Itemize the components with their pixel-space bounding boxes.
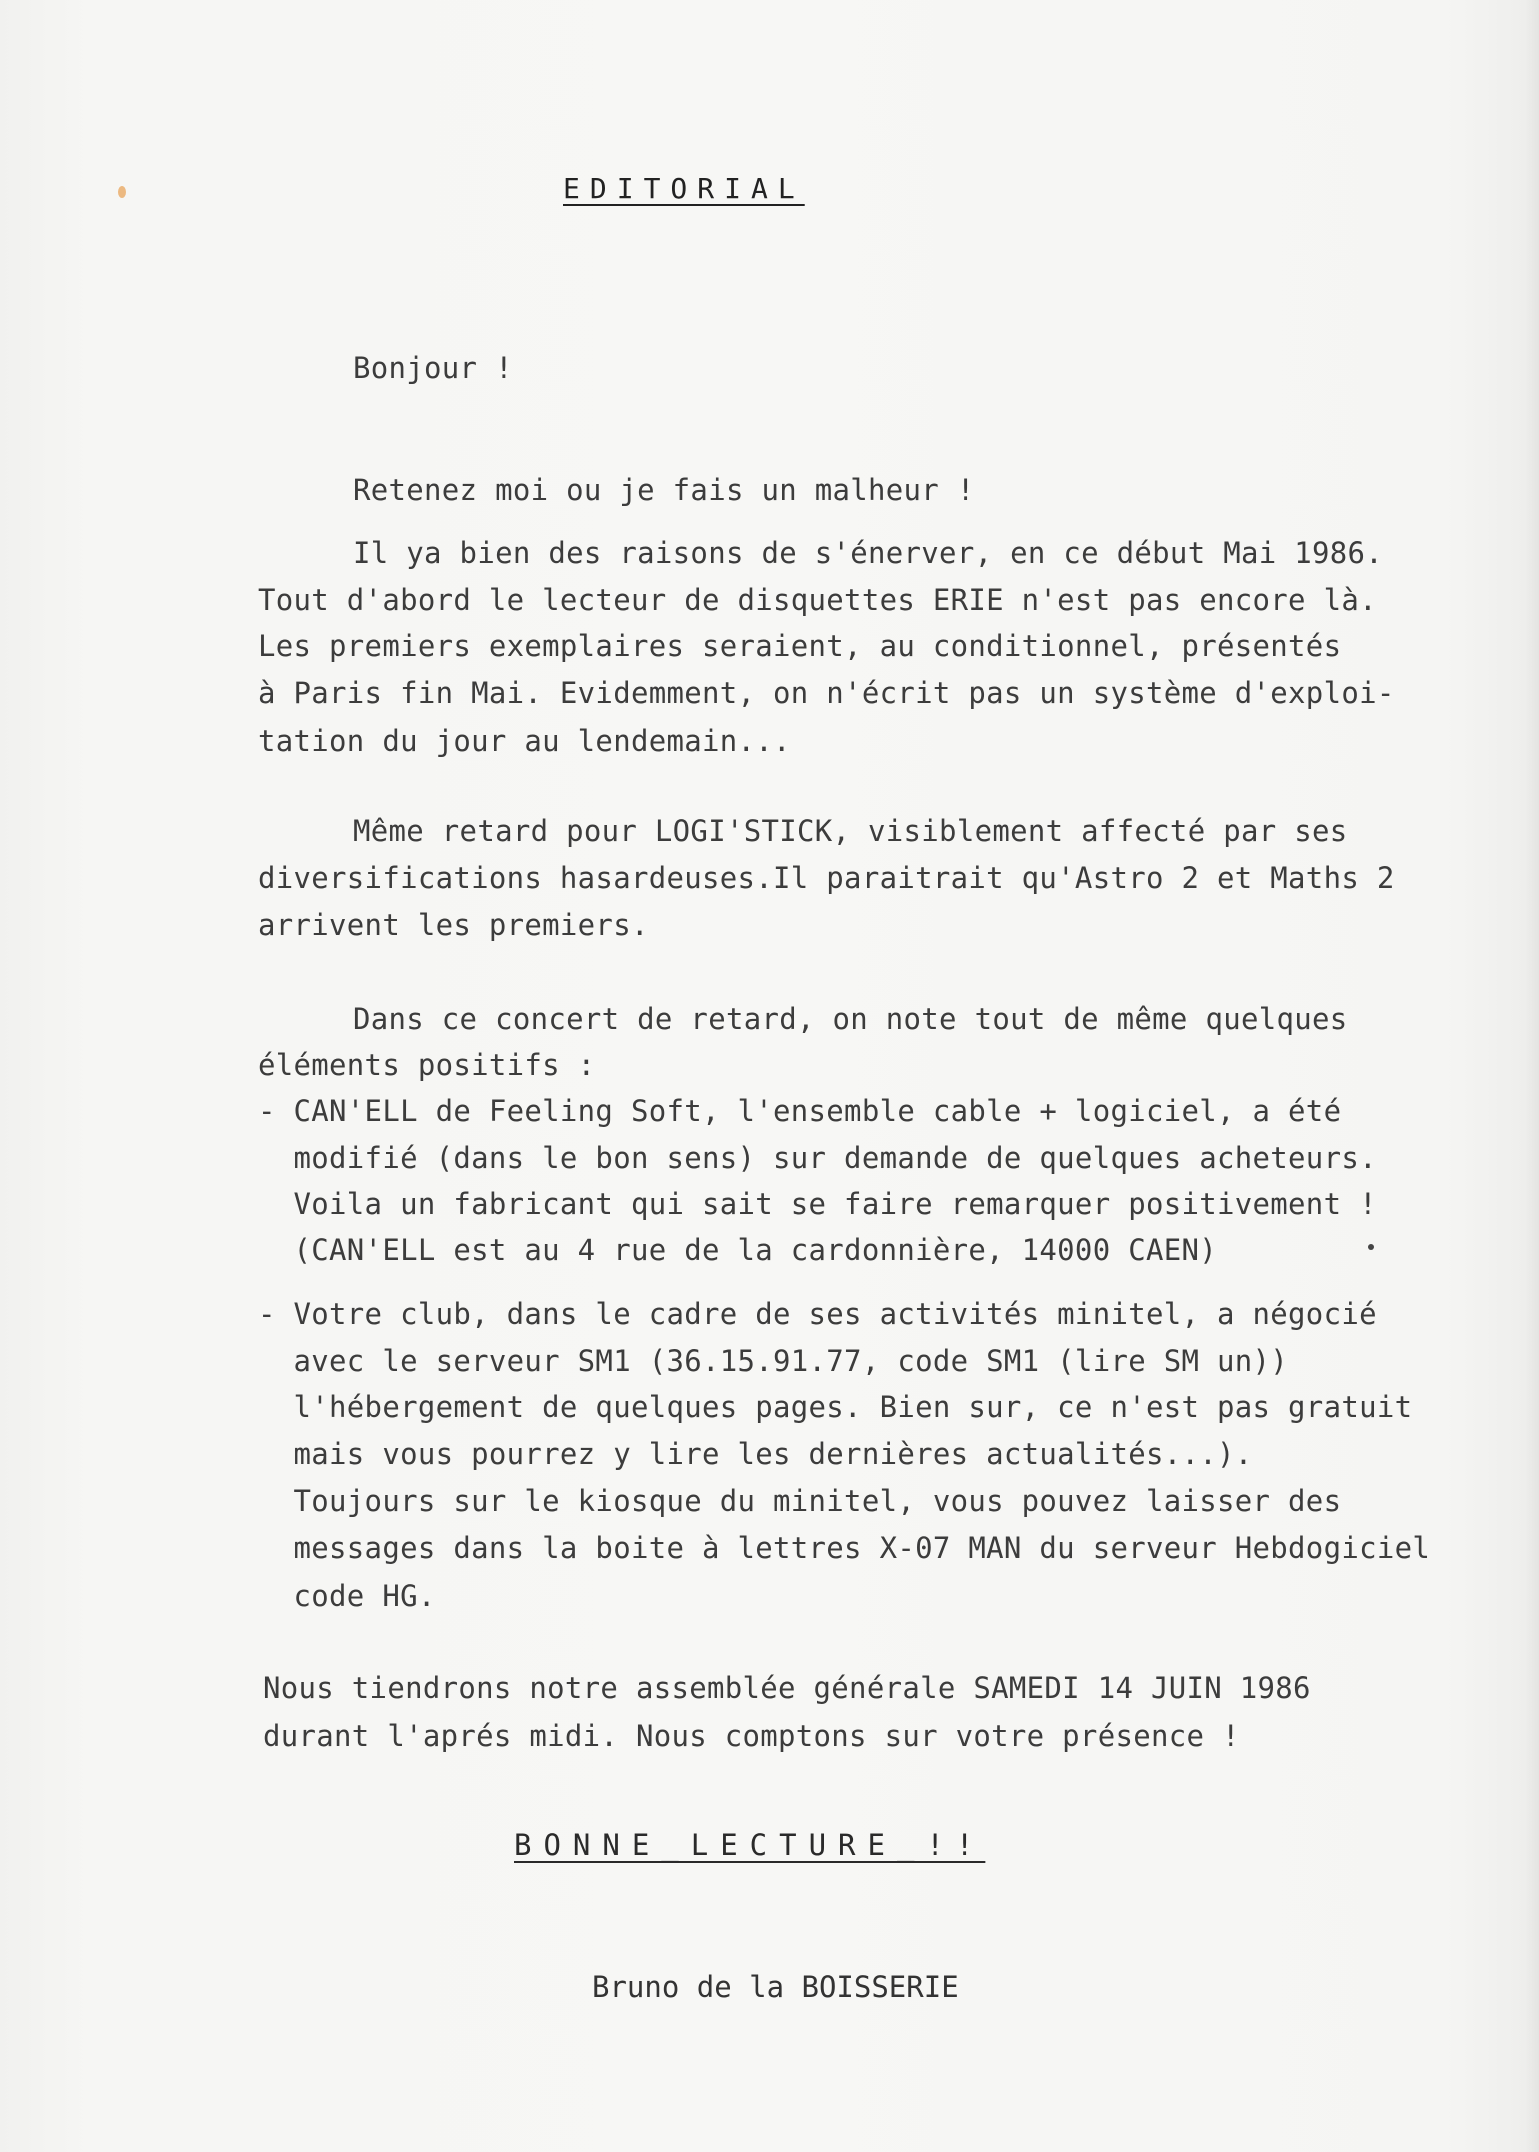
text-line: Toujours sur le kiosque du minitel, vous pouvez laisser des [258, 1484, 1342, 1518]
text-line: éléments positifs : [258, 1048, 596, 1082]
closing-line: BONNE_LECTURE_!! [514, 1828, 986, 1862]
text-line: diversifications hasardeuses.Il paraitrait qu'Astro 2 et Maths 2 [258, 861, 1395, 895]
text-line: avec le serveur SM1 (36.15.91.77, code SM1 (lire SM un)) [258, 1344, 1289, 1378]
text-line: Nous tiendrons notre assemblée générale SAMEDI 14 JUIN 1986 [263, 1671, 1311, 1705]
text-line: (CAN'ELL est au 4 rue de la cardonnière, 14000 CAEN) [258, 1233, 1218, 1267]
text-line: Les premiers exemplaires seraient, au conditionnel, présentés [258, 629, 1342, 663]
text-line: Il ya bien des raisons de s'énerver, en ce début Mai 1986. [353, 536, 1384, 570]
text-line: Même retard pour LOGI'STICK, visiblement affecté par ses [353, 814, 1348, 848]
page-edge-shadow [1525, 0, 1539, 2152]
paper-stain [118, 186, 126, 198]
editorial-title: EDITORIAL [563, 172, 805, 205]
text-line: code HG. [258, 1579, 436, 1613]
text-line: Voila un fabricant qui sait se faire remarquer positivement ! [258, 1187, 1377, 1221]
text-line: messages dans la boite à lettres X-07 MAN du serveur Hebdogiciel [258, 1531, 1431, 1565]
text-line: tation du jour au lendemain... [258, 724, 791, 758]
text-line: Dans ce concert de retard, on note tout de même quelques [353, 1002, 1348, 1036]
text-line: à Paris fin Mai. Evidemment, on n'écrit pas un système d'exploi- [258, 676, 1395, 710]
ink-dot [1368, 1244, 1374, 1250]
text-line: durant l'aprés midi. Nous comptons sur votre présence ! [263, 1719, 1240, 1753]
signature: Bruno de la BOISSERIE [592, 1970, 959, 2004]
text-line: - Votre club, dans le cadre de ses activités minitel, a négocié [258, 1297, 1377, 1331]
paragraph-intro: Retenez moi ou je fais un malheur ! [353, 473, 975, 507]
text-line: Tout d'abord le lecteur de disquettes ERIE n'est pas encore là. [258, 583, 1377, 617]
text-line: arrivent les premiers. [258, 908, 649, 942]
greeting: Bonjour ! [353, 351, 513, 385]
text-line: - CAN'ELL de Feeling Soft, l'ensemble cable + logiciel, a été [258, 1094, 1342, 1128]
text-line: modifié (dans le bon sens) sur demande de quelques acheteurs. [258, 1141, 1377, 1175]
text-line: l'hébergement de quelques pages. Bien sur, ce n'est pas gratuit [258, 1390, 1413, 1424]
text-line: mais vous pourrez y lire les dernières actualités...). [258, 1437, 1253, 1471]
